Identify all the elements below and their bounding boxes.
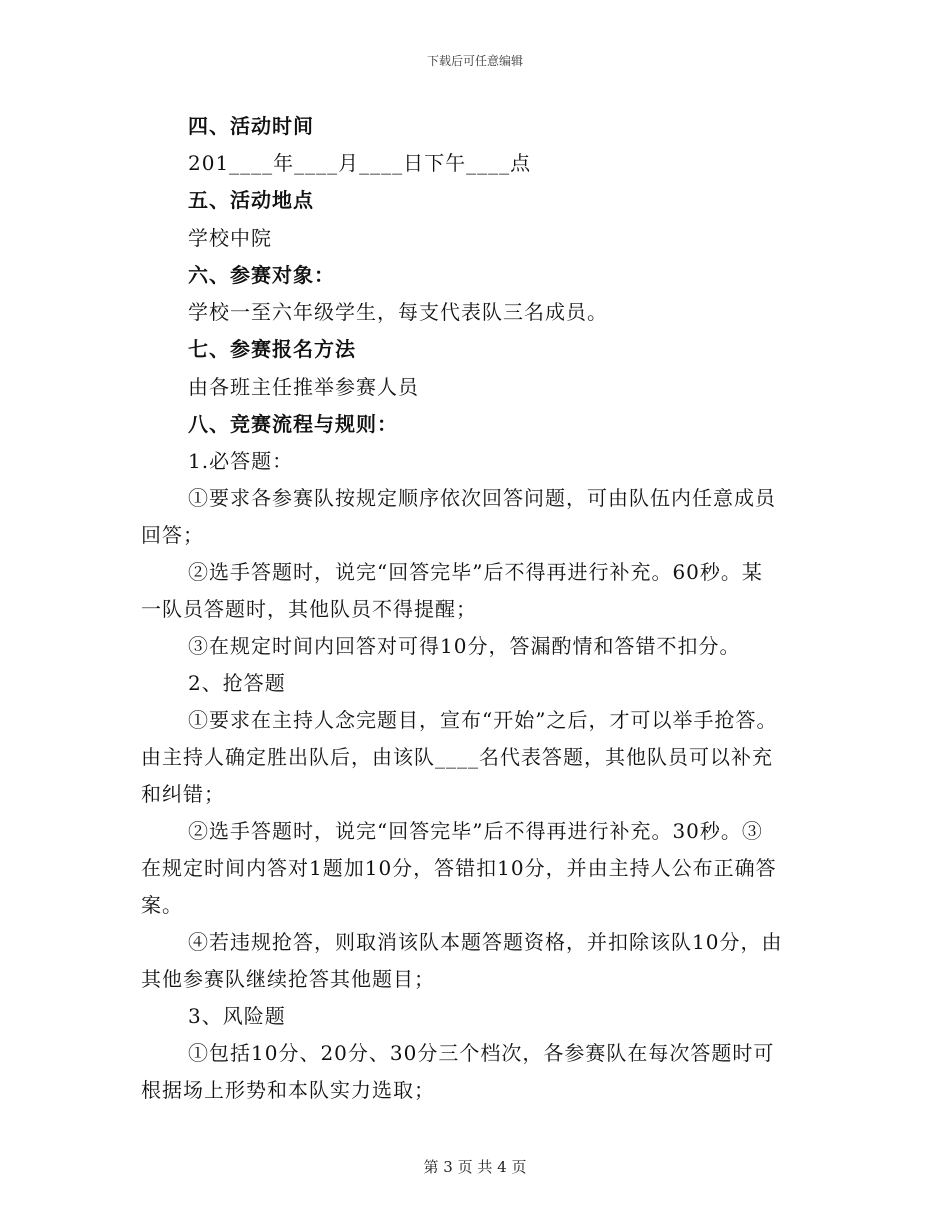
paragraph-line: ④若违规抢答，则取消该队本题答题资格，并扣除该队10分，由	[188, 930, 783, 954]
section-heading-location: 五、活动地点	[188, 188, 314, 212]
page-footer: 第 3 页 共 4 页	[423, 1158, 527, 1176]
section-heading-participants: 六、参赛对象：	[188, 263, 335, 287]
paragraph-line: ③在规定时间内回答对可得10分，答漏酌情和答错不扣分。	[188, 634, 741, 658]
paragraph-line: ①要求各参赛队按规定顺序依次回答问题，可由队伍内任意成员	[188, 486, 776, 510]
section-heading-rules: 八、竞赛流程与规则：	[188, 412, 398, 436]
section-heading-registration: 七、参赛报名方法	[188, 337, 356, 361]
paragraph-line: 201____年____月____日下午____点	[188, 151, 532, 175]
paragraph-line: ②选手答题时，说完“回答完毕”后不得再进行补充。60秒。某	[188, 560, 763, 584]
subsection-title: 3、风险题	[188, 1004, 286, 1028]
paragraph-line: ①要求在主持人念完题目，宣布“开始”之后，才可以举手抢答。	[188, 708, 778, 732]
paragraph-line: 在规定时间内答对1题加10分，答错扣10分，并由主持人公布正确答	[141, 856, 777, 880]
page-header: 下载后可任意编辑	[426, 54, 523, 68]
paragraph-line: 学校一至六年级学生，每支代表队三名成员。	[188, 300, 608, 324]
paragraph-line: 和纠错；	[141, 782, 225, 806]
paragraph-line: 由各班主任推举参赛人员	[188, 375, 419, 399]
paragraph-line: 一队员答题时，其他队员不得提醒；	[141, 597, 477, 621]
paragraph-line: 其他参赛队继续抢答其他题目；	[141, 967, 435, 991]
paragraph-line: ①包括10分、20分、30分三个档次，各参赛队在每次答题时可	[188, 1041, 775, 1065]
subsection-title: 2、抢答题	[188, 671, 286, 695]
paragraph-line: ②选手答题时，说完“回答完毕”后不得再进行补充。30秒。③	[188, 819, 763, 843]
paragraph-line: 由主持人确定胜出队后，由该队____名代表答题，其他队员可以补充	[141, 745, 773, 769]
paragraph-line: 根据场上形势和本队实力选取；	[141, 1078, 435, 1102]
paragraph-line: 回答；	[141, 523, 204, 547]
subsection-title: 1.必答题：	[188, 449, 294, 473]
paragraph-line: 学校中院	[188, 226, 272, 250]
section-heading-time: 四、活动时间	[188, 114, 314, 138]
paragraph-line: 案。	[141, 893, 183, 917]
